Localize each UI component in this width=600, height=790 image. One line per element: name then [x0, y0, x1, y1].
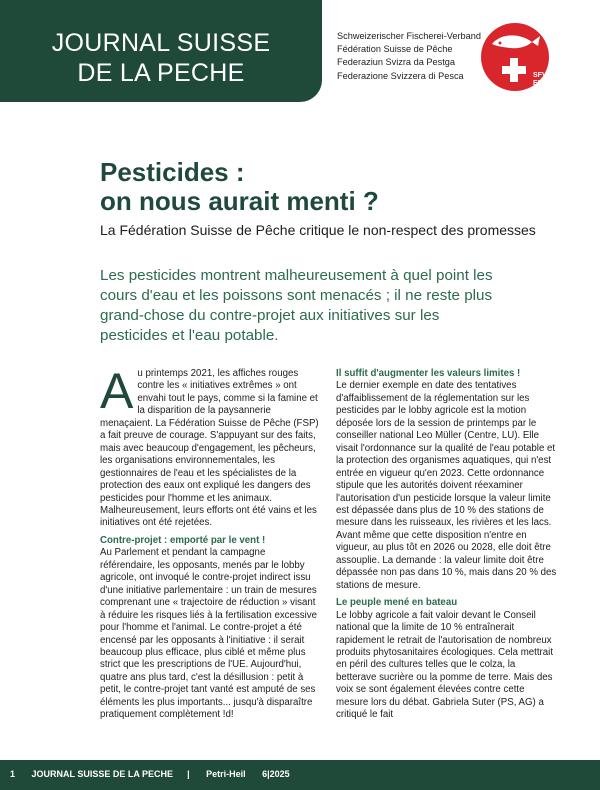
- article-column-right: [336, 368, 558, 722]
- page-footer: [0, 760, 600, 790]
- article-subtitle: La Fédération Suisse de Pêche critique le non-respect des promesses: [100, 222, 536, 238]
- footer-journal-name: JOURNAL SUISSE DE LA PECHE: [31, 769, 174, 779]
- federation-name-fr: Fédération Suisse de Pêche: [337, 44, 453, 55]
- federation-name-rm: Federaziun Svizra da Pestga: [337, 57, 455, 68]
- section-heading-people-misled: Le peuple mené en bateau: [336, 597, 458, 609]
- fish-swiss-cross-logo-icon: [480, 22, 550, 92]
- body-paragraph: Le lobby agricole a fait valoir devant le Conseil national que la limite de 10 % entraînerait rapidement le retrait de l'autorisation de nombreux produits phytosanitaires écologiques. Cela mettrait en péril des cultures telles que le colza, la betterave sucrière ou la pomme de terre. Mais des voix se sont également élevées contre cette mesure lors du débat. Gabriela Suter (PS, AG) a critiqué le fait: [336, 609, 554, 721]
- body-paragraph: Au Parlement et pendant la campagne référendaire, les opposants, menés par le lobby agricole, ont invoqué le contre-projet indirect issu d'une initiative parlementaire : un train de mesures comprenant une « trajectoire de réduction » visant à réduire les risques liés à la fertilisation excessive pour l'homme et l'animal. Le contre-projet a été encensé par les opposants à l'initiative : il serait beaucoup plus efficace, plus ciblé et même plus strict que les prescriptions de l'UE. Aujourd'hui, quatre ans plus tard, c'est la désillusion : petit à petit, le contre-projet tant vanté est amputé de ses éléments les plus importants... jusqu'à disparaître pratiquement complètement !d!: [100, 547, 317, 721]
- intro-paragraph: Au printemps 2021, les affiches rouges contre les « initiatives extrêmes » ont envahi tout le pays, comme si la famine et la disparition de la paysannerie menaçaient. La Fédération Suisse de Pêche (FSP) a fait preuve de courage. S'appuyant sur des faits, mais avec beaucoup d'engagement, les pêcheurs, les organisations environnementales, les gestionnaires de l'eau et les spécialistes de la protection des eaux ont expliqué les dangers des pesticides pour l'homme et les animaux. Malheureusement, leurs efforts ont été vains et les initiatives ont été rejetées.: [100, 363, 319, 529]
- federation-names: [337, 30, 481, 83]
- footer-issue: 6|2025: [262, 769, 290, 779]
- section-heading-limit-values: Il suffit d'augmenter les valeurs limites !: [336, 368, 521, 379]
- footer-separator: |: [187, 769, 190, 779]
- body-paragraph: Le dernier exemple en date des tentatives d'affaiblissement de la réglementation sur les pesticides par le lobby agricole est la motion déposée lors de la session de printemps par le conseiller national Leo Müller (Centre, LU). Elle visait l'ordonnance sur la qualité de l'eau potable et la protection des organismes aquatiques, qui n'est entrée en vigueur qu'en 2023. Cette ordonnance stipule que les autorités doivent réexaminer l'autorisation d'un pesticide lorsque la valeur limite est dépassée dans plus de 10 % des stations de mesure dans les ruisseaux, les rivières et les lacs. Avant même que cette disposition n'entre en vigueur, au plus tôt en 2026 ou 2028, elle doit être assouplie. La demande : la valeur limite doit être dépassée non pas dans 10 %, mais dans 20 % des stations de mesure.: [336, 380, 557, 591]
- article-headline: Pesticides : on nous aurait menti ?: [100, 157, 379, 216]
- footer-magazine-name: Petri-Heil: [206, 769, 246, 779]
- federation-name-de: Schweizerischer Fischerei-Verband: [337, 31, 481, 41]
- logo-text-sfv: SFV: [533, 72, 547, 79]
- drop-cap: A: [100, 363, 134, 419]
- masthead-banner: [0, 0, 322, 102]
- journal-title: JOURNAL SUISSE DE LA PECHE: [51, 29, 271, 87]
- logo-text-fsp: FSP: [533, 80, 547, 87]
- section-heading-counter-project: Contre-projet : emporté par le vent !: [100, 534, 266, 546]
- page-number: 1: [10, 769, 16, 779]
- article-column-left: [100, 363, 322, 722]
- article-lead: Les pesticides montrent malheureusement à quel point les cours d'eau et les poissons sont menacés ; il ne reste plus grand-chose du contre-projet aux initiatives sur les pesticides et l'eau potable.: [100, 267, 493, 344]
- federation-name-it: Federazione Svizzera di Pesca: [337, 70, 464, 81]
